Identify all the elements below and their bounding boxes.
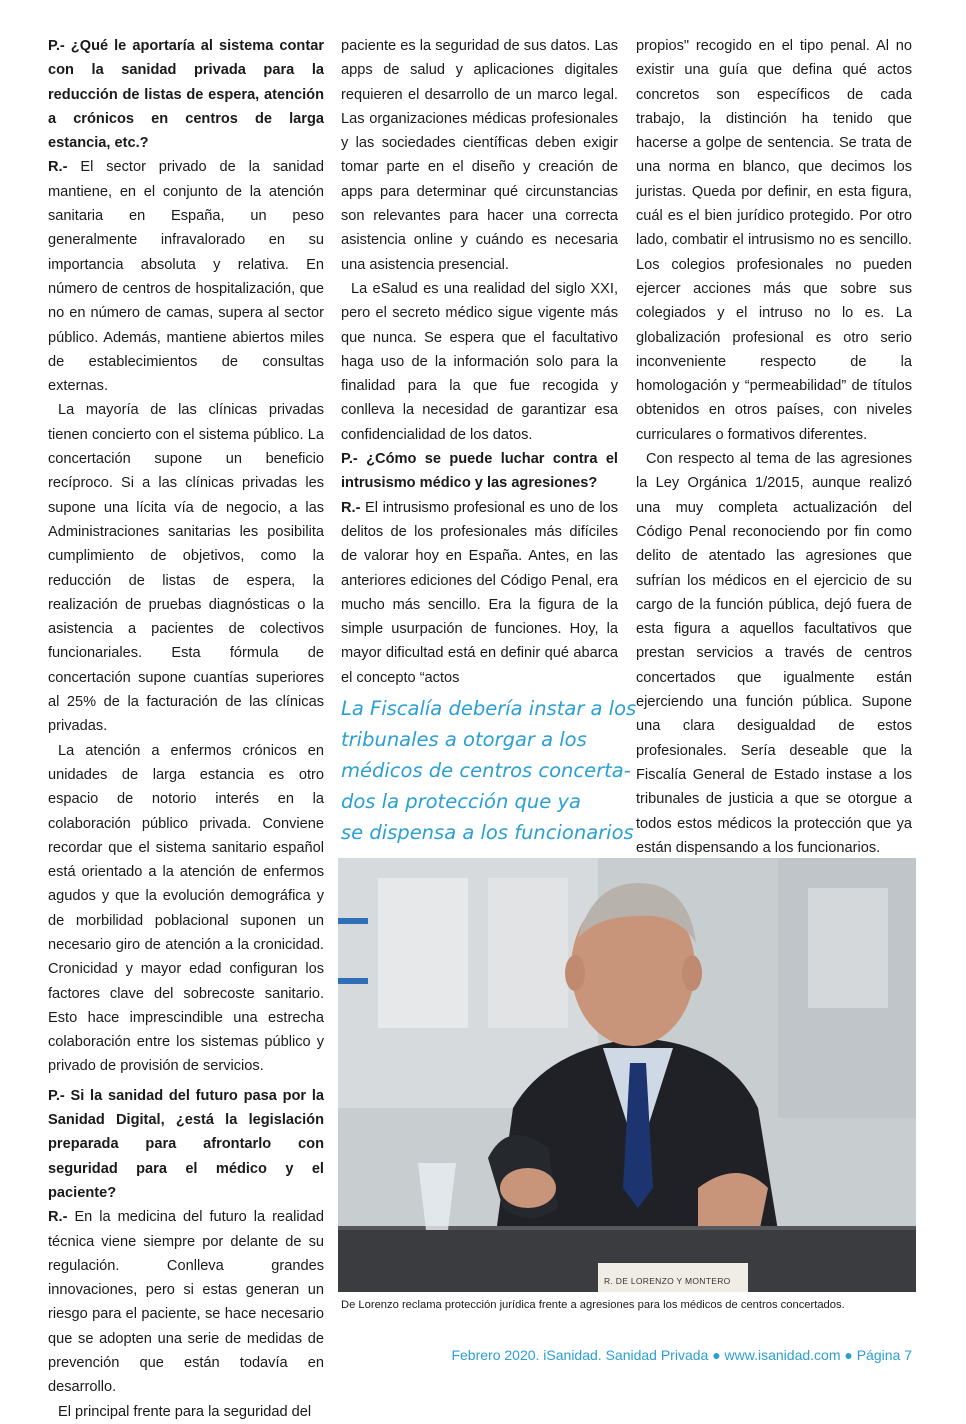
paragraph: La mayoría de las clínicas privadas tienen concierto con el sistema público. La concertación supone un beneficio recíproco. Si a las clínicas privadas les supone una lícita vía de negocio, a las Administraciones sanitarias les posibilita cumplimiento de objetivos, como la reducción de listas de espera, la realización de pruebas diagnósticas o la asistencia a pacientes de colectivos funcionariales. Esta fórmula de concertación supone cuantías superiores al 25% de la facturación de las clínicas privadas.: [48, 402, 324, 735]
answer-3-text: El intrusismo profesional es uno de los delitos de los profesionales más difíciles de valorar hoy en España. Antes, en las anteriores ediciones del Código Penal, era mucho más sencillo. Era la figura de la simple usurpación de funciones. Hoy, la mayor dificultad está en definir qué abarca el concepto “actos: [341, 499, 618, 686]
pull-quote: [341, 693, 637, 848]
answer-label: R.-: [341, 499, 361, 516]
answer-1-text: El sector privado de la sanidad mantiene, en el conjunto de la atención sanitaria en España, un peso generalmente infravalorado en su importancia absoluta y relativa. En número de centros de hospitalización, que no en número de camas, supera al sector público. Además, mantiene abiertos miles de establecimientos de consultas externas.: [48, 159, 324, 395]
pull-quote-line: se dispensa a los funcionarios: [341, 821, 634, 844]
page-footer: Febrero 2020. iSanidad. Sanidad Privada ● www.isanidad.com ● Página 7: [451, 1347, 912, 1363]
speaker-photo: [338, 858, 916, 1292]
paragraph: La eSalud es una realidad del siglo XXI, pero el secreto médico sigue vigente más que nunca. Se espera que el facultativo haga uso de la información solo para la finalidad para la que fue recogida y conlleva la necesidad de garantizar esa confidencialidad de los datos.: [341, 280, 618, 443]
pull-quote-line: dos la protección que ya: [341, 790, 581, 813]
answer-2-text: En la medicina del futuro la realidad técnica viene siempre por delante de su regulación. Conlleva grandes innovaciones, pero si estas generan un riesgo para el paciente, se hace necesario que se adopten una serie de medidas de prevención que están todavía en desarrollo.: [48, 1209, 324, 1396]
paragraph: El principal frente para la seguridad del: [58, 1403, 312, 1420]
pull-quote-line: La Fiscalía debería instar a los: [341, 697, 637, 720]
nameplate-text: R. DE LORENZO Y MONTERO: [604, 1276, 731, 1286]
paragraph: propios" recogido en el tipo penal. Al no existir una guía que defina qué actos concretos son específicos de cada trabajo, la distinción ha tenido que hacerse a golpe de sentencia. Se trata de una norma en blanco, que decimos los juristas. Queda por definir, en esta figura, cuál es el bien jurídico protegido. Por otro lado, combatir el intrusismo no es sencillo. Los colegios profesionales no pueden ejercer acciones más que sobre sus colegiados y el intruso no lo es. La globalización profesional es otro serio inconveniente respecto de la homologación y “permeabilidad” de títulos obtenidos en otros países, con niveles curriculares o formativos diferentes.: [636, 38, 912, 443]
answer-3: [341, 496, 618, 690]
article-column-3: [636, 34, 912, 860]
question-1: P.- ¿Qué le aportaría al sistema contar con la sanidad privada para la reducción de listas de espera, atención a crónicos en centros de larga estancia, etc.?: [48, 38, 324, 152]
speaker-photo-illustration: [338, 858, 916, 1292]
paragraph: paciente es la seguridad de sus datos. Las apps de salud y aplicaciones digitales requieren el desarrollo de un marco legal. Las organizaciones médicas profesionales y las sociedades científicas deben exigir tomar parte en el diseño y creación de apps para determinar qué circunstancias son relevantes para hacer una correcta asistencia online y cuándo es necesaria una asistencia presencial.: [341, 38, 618, 273]
photo-caption: De Lorenzo reclama protección jurídica frente a agresiones para los médicos de centros concertados.: [341, 1299, 845, 1311]
pull-quote-line: tribunales a otorgar a los: [341, 728, 587, 751]
question-3: P.- ¿Cómo se puede luchar contra el intrusismo médico y las agresiones?: [341, 451, 618, 492]
answer-1: [48, 155, 324, 398]
article-column-2: [341, 34, 618, 690]
article-column-1: [48, 34, 324, 1424]
answer-label: R.-: [48, 1209, 68, 1226]
answer-2: [48, 1205, 324, 1399]
question-2: P.- Si la sanidad del futuro pasa por la Sanidad Digital, ¿está la legislación preparada para afrontarlo con seguridad para el médico y el paciente?: [48, 1087, 324, 1201]
pull-quote-line: médicos de centros concerta-: [341, 759, 631, 782]
paragraph: La atención a enfermos crónicos en unidades de larga estancia es otro espacio de notorio interés en la colaboración público privada. Conviene recordar que el sistema sanitario español está orientado a la atención de enfermos agudos y que la evolución demográfica y de morbilidad poblacional suponen un necesario giro de atención a la cronicidad. Cronicidad y mayor edad configuran los factores clave del sobrecoste sanitario. Esto hace imprescindible una estrecha colaboración entre los sistemas público y privado de provisión de servicios.: [48, 742, 324, 1075]
paragraph: Con respecto al tema de las agresiones la Ley Orgánica 1/2015, aunque realizó una muy completa actualización del Código Penal reconociendo por fin como delito de atentado las agresiones que sufrían los médicos en el ejercicio de su cargo de la función pública, dejó fuera de esta figura a aquellos facultativos que prestan servicios a través de centros concertados que igualmente están ejerciendo una función pública. Supone una clara desigualdad de estos profesionales. Sería deseable que la Fiscalía General de Estado instase a los tribunales de justicia a que se otorgue a todos estos médicos la protección que ya están dispensando a los funcionarios.: [636, 451, 912, 856]
answer-label: R.-: [48, 159, 68, 176]
